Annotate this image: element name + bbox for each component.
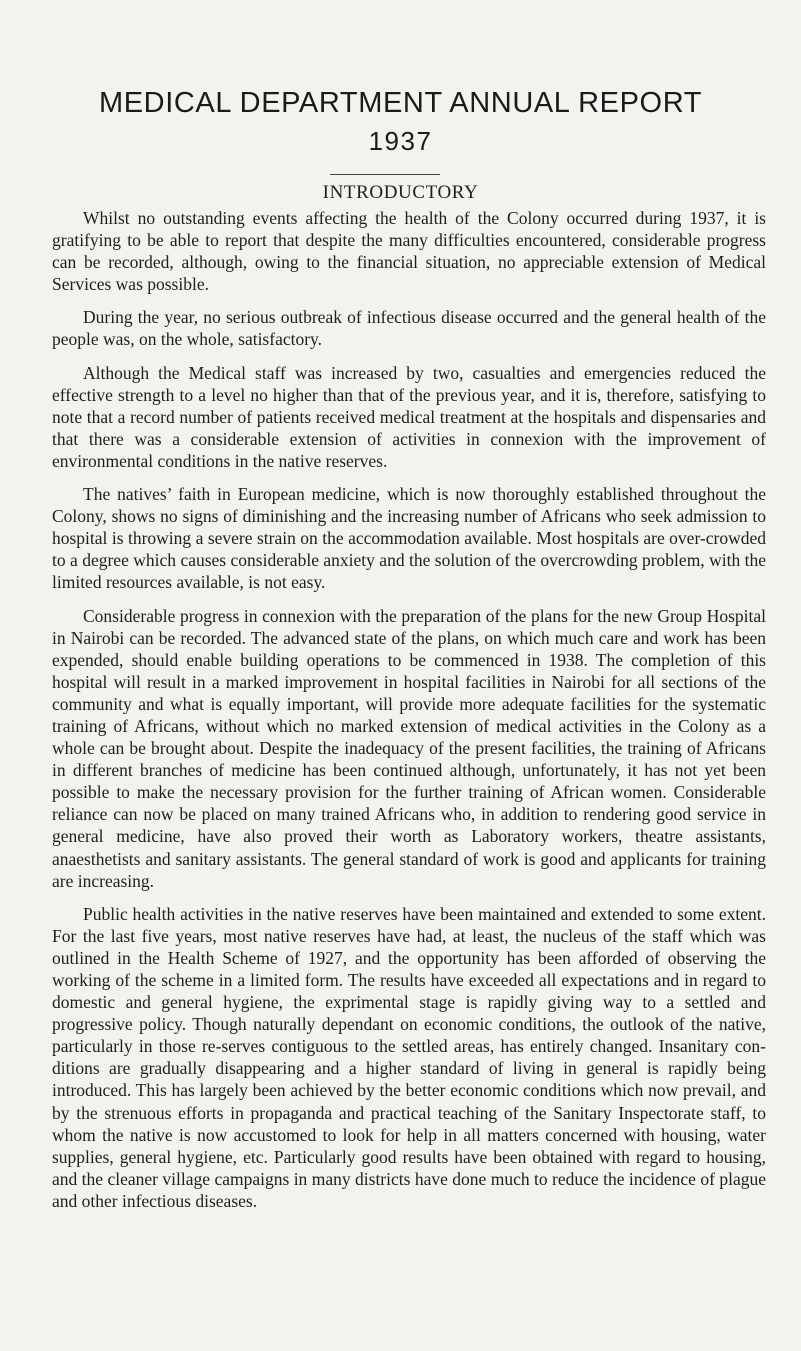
paragraph-1: Whilst no outstanding events affecting the health of the Colony occurred during 1937, it is gratifying to be able to report that despite the many difficulties encountered, considerable progress can be recorded, although, owing to the financial situation, no appreciable extension of Medical Services was possible.	[52, 208, 766, 295]
paragraph-5: Considerable progress in connexion with the preparation of the plans for the new Group Hospital in Nairobi can be recorded. The advanced state of the plans, on which much care and work has been expended, should enable building operations to be commenced in 1938. The completion of this hospital will result in a marked improvement in hospital facilities in Nairobi for all sections of the community and what is equally important, will provide more adequate facilities for the systematic training of Africans, without which no marked extension of medical activities in the Colony as a whole can be brought about. Despite the inadequacy of the present facilities, the training of Africans in different branches of medicine has been continued although, unfortunately, it has not yet been possible to make the necessary provision for the further training of African women. Considerable reliance can now be placed on many trained Africans who, in addition to rendering good service in general medicine, have also proved their worth as Laboratory workers, theatre assistants, anaesthetists and sanitary assistants. The general standard of work is good and applicants for training are increasing.	[52, 605, 766, 891]
body-text	[52, 207, 766, 1223]
report-year: 1937	[368, 126, 433, 156]
paragraph-2: During the year, no serious outbreak of infectious disease occurred and the general health of the people was, on the whole, satisfactory.	[52, 307, 766, 350]
paragraph-3: Although the Medical staff was increased by two, casualties and emergencies reduced the effective strength to a level no higher than that of the previous year, and it is, therefore, satisfying to note that a record number of patients received medical treatment at the hospitals and dispensaries and that there was a considerable extension of activities in connexion with the improvement of environmental conditions in the native reserves.	[52, 362, 766, 471]
report-title: MEDICAL DEPARTMENT ANNUAL REPORT	[98, 87, 703, 119]
heading-divider	[330, 174, 440, 175]
paragraph-6: Public health activities in the native reserves have been maintained and extended to some extent. For the last five years, most native reserves have had, at least, the nucleus of the staff which was outlined in the Health Scheme of 1927, and the opportunity has been afforded of observing the working of the scheme in a limited form. The results have exceeded all expectations and in regard to domestic and general hygiene, the exprimental stage is rapidly giving way to a settled and progressive policy. Though naturally dependant on economic conditions, the outlook of the native, particularly in those re-serves contiguous to the settled areas, has entirely changed. Insanitary con-ditions are gradually disappearing and a higher standard of living in general is rapidly being introduced. This has largely been achieved by the better economic conditions which now prevail, and by the strenuous efforts in propaganda and practical teaching of the Sanitary Inspectorate staff, to whom the native is now accustomed to look for help in all matters concerned with housing, water supplies, general hygiene, etc. Particularly good results have been obtained with regard to housing, and the cleaner village campaigns in many districts have done much to reduce the incidence of plague and other infectious diseases.	[52, 903, 766, 1211]
paragraph-4: The natives’ faith in European medicine, which is now thoroughly established throughout the Colony, shows no signs of diminishing and the increasing number of Africans who seek admission to hospital is throwing a severe strain on the accommodation available. Most hospitals are over-crowded to a degree which causes considerable anxiety and the solution of the overcrowding problem, with the limited resources available, is not easy.	[52, 484, 766, 593]
section-heading: INTRODUCTORY	[322, 182, 479, 203]
